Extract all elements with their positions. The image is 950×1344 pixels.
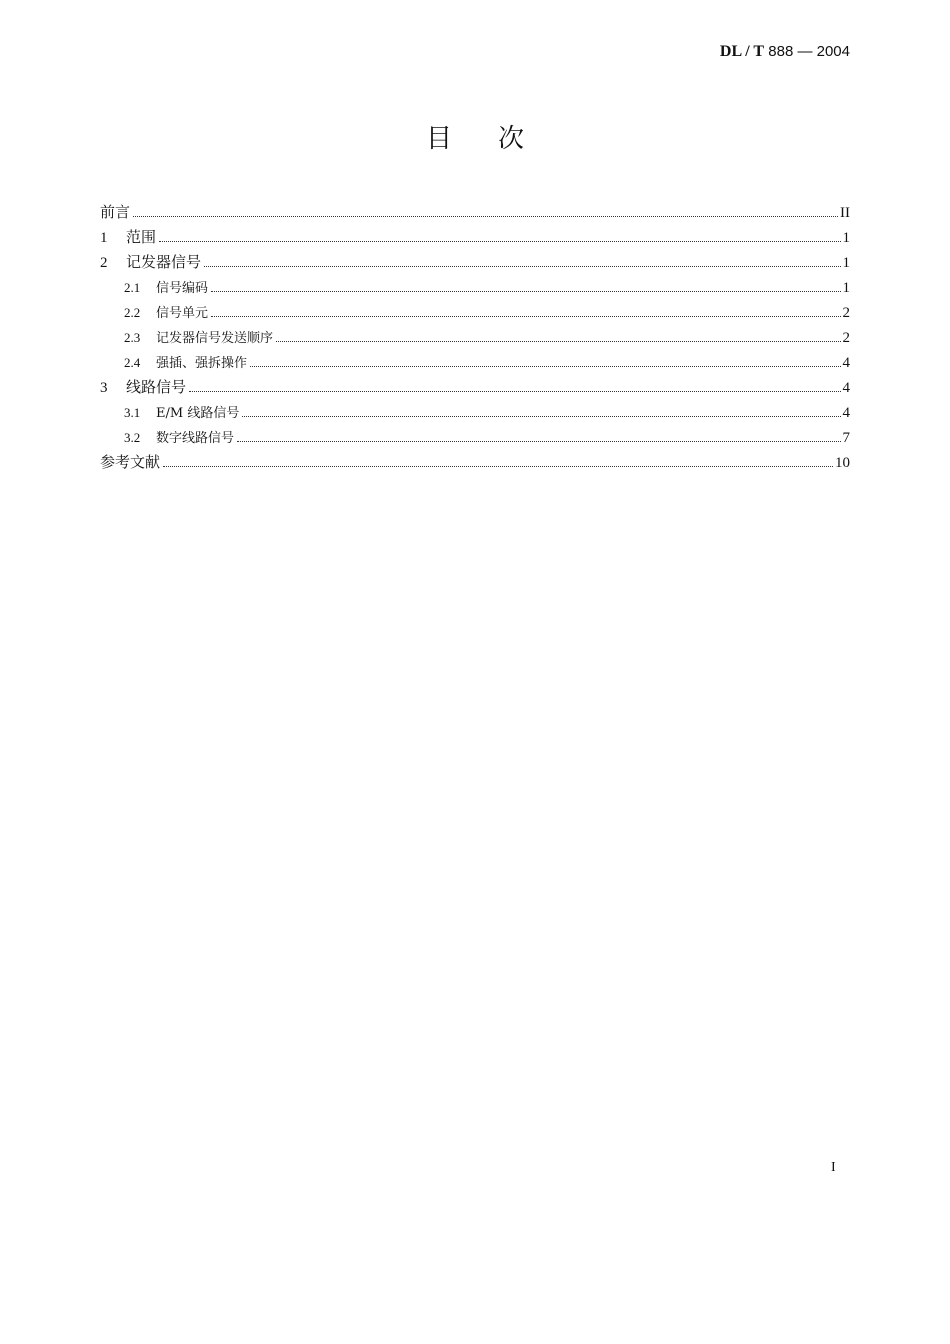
toc-entry-foreword[interactable] (100, 200, 850, 225)
toc-dot-leader (211, 291, 840, 292)
toc-entry-label: 信号单元 (156, 306, 209, 321)
toc-entry-page: 4 (842, 380, 850, 396)
document-code-prefix: DL / T (719, 43, 765, 60)
toc-entry-line-signals[interactable] (100, 375, 850, 400)
toc-entry-page: 4 (842, 405, 850, 421)
toc-entry-number: 3 (100, 380, 108, 396)
toc-entry-page: 2 (842, 330, 850, 346)
toc-entry-bibliography[interactable] (100, 450, 850, 475)
toc-entry-label: 强插、强拆操作 (156, 356, 248, 371)
toc-dot-leader (163, 466, 833, 467)
toc-dot-leader (204, 266, 840, 267)
toc-entry-page: 1 (842, 255, 850, 271)
toc-entry-label: 记发器信号发送顺序 (156, 331, 274, 346)
document-code (720, 43, 850, 61)
toc-entry-scope[interactable] (100, 225, 850, 250)
toc-entry-number: 2.1 (124, 280, 141, 295)
document-code-number: 888 — 2004 (764, 43, 850, 60)
toc-entry-number: 1 (100, 230, 108, 246)
toc-entry-label: 范围 (126, 228, 157, 246)
toc-entry-number: 2.4 (124, 355, 141, 370)
toc-entry-signal-coding[interactable] (100, 275, 850, 300)
toc-entry-page: 1 (842, 280, 850, 296)
toc-dot-leader (211, 316, 840, 317)
toc-entry-page: 4 (842, 355, 850, 371)
toc-entry-label: 线路信号 (126, 378, 187, 396)
toc-entry-em-line-signals[interactable] (100, 400, 850, 425)
toc-entry-intrusion-operations[interactable] (100, 350, 850, 375)
toc-entry-label: 记发器信号 (126, 253, 202, 271)
toc-dot-leader (250, 366, 840, 367)
page-title: 目次 (425, 124, 570, 154)
toc-entry-number: 3.1 (124, 405, 141, 420)
table-of-contents (100, 200, 850, 475)
toc-entry-label: 数字线路信号 (156, 431, 235, 446)
toc-entry-send-sequence[interactable] (100, 325, 850, 350)
toc-dot-leader (133, 216, 838, 217)
toc-dot-leader (159, 241, 840, 242)
toc-entry-page: 10 (835, 455, 850, 471)
toc-entry-digital-line-signals[interactable] (100, 425, 850, 450)
toc-entry-page: 2 (842, 305, 850, 321)
toc-entry-label: 信号编码 (156, 281, 209, 296)
toc-entry-signal-units[interactable] (100, 300, 850, 325)
toc-entry-label: 参考文献 (100, 453, 161, 471)
page-number: I (831, 1160, 836, 1175)
toc-entry-number: 2.3 (124, 330, 141, 345)
toc-entry-number: 2 (100, 255, 108, 271)
toc-dot-leader (276, 341, 840, 342)
toc-entry-page: II (840, 205, 850, 221)
toc-dot-leader (237, 441, 840, 442)
toc-entry-page: 7 (842, 430, 850, 446)
toc-entry-register-signals[interactable] (100, 250, 850, 275)
toc-entry-number: 3.2 (124, 430, 141, 445)
toc-entry-label: 前言 (100, 203, 131, 221)
toc-dot-leader (189, 391, 840, 392)
toc-entry-number: 2.2 (124, 305, 141, 320)
toc-entry-label: E/M 线路信号 (156, 406, 240, 421)
toc-entry-page: 1 (842, 230, 850, 246)
toc-dot-leader (242, 416, 840, 417)
